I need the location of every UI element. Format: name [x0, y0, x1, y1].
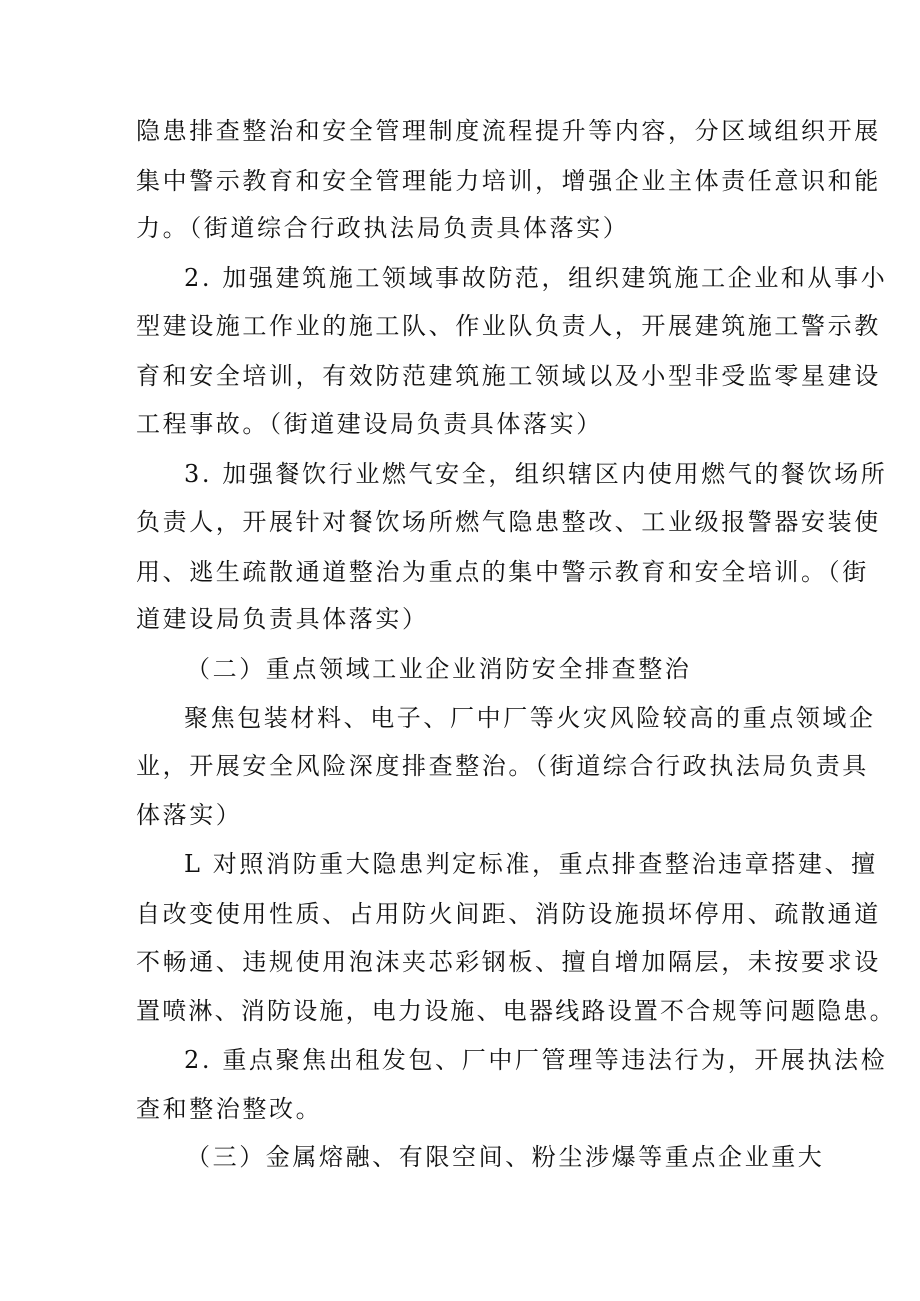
text-line: 不畅通、违规使用泡沫夹芯彩钢板、擅自增加隔层，未按要求设 [136, 948, 881, 976]
section-heading: （三）金属熔融、有限空间、粉尘涉爆等重点企业重大 [186, 1143, 825, 1171]
text-line: 用、逃生疏散通道整治为重点的集中警示教育和安全培训。（街 [136, 558, 869, 586]
text-line: 体落实） [136, 801, 243, 829]
text-line: 育和安全培训，有效防范建筑施工领域以及小型非受监零星建设 [136, 362, 881, 390]
text-line: 聚焦包装材料、电子、厂中厂等火灾风险较高的重点领域企 [184, 704, 876, 732]
text-line: 自改变使用性质、占用防火间距、消防设施损坏停用、疏散通道 [136, 900, 881, 928]
text-line: 业，开展安全风险深度排查整治。（街道综合行政执法局负责具 [136, 752, 869, 780]
text-line: 力。（街道综合行政执法局负责具体落实） [136, 214, 630, 242]
text-line: 2. 重点聚焦出租发包、厂中厂管理等违法行为，开展执法检 [184, 1046, 888, 1074]
text-line: 工程事故。（街道建设局负责具体落实） [136, 410, 603, 438]
text-line: L 对照消防重大隐患判定标准，重点排查整治违章搭建、擅 [184, 850, 878, 878]
section-heading: （二）重点领域工业企业消防安全排查整治 [186, 655, 692, 683]
text-line: 查和整治整改。 [136, 1095, 323, 1123]
text-line: 负责人，开展针对餐饮场所燃气隐患整改、工业级报警器安装使 [136, 508, 881, 536]
text-line: 集中警示教育和安全管理能力培训，增强企业主体责任意识和能 [136, 167, 881, 195]
text-line: 隐患排查整治和安全管理制度流程提升等内容，分区域组织开展 [136, 117, 881, 145]
text-line: 道建设局负责具体落实） [136, 605, 429, 633]
text-line: 置喷淋、消防设施，电力设施、电器线路设置不合规等问题隐患。 [136, 997, 896, 1025]
text-line: 2. 加强建筑施工领域事故防范，组织建筑施工企业和从事小 [184, 264, 888, 292]
text-line: 型建设施工作业的施工队、作业队负责人，开展建筑施工警示教 [136, 312, 881, 340]
text-line: 3. 加强餐饮行业燃气安全，组织辖区内使用燃气的餐饮场所 [184, 460, 888, 488]
